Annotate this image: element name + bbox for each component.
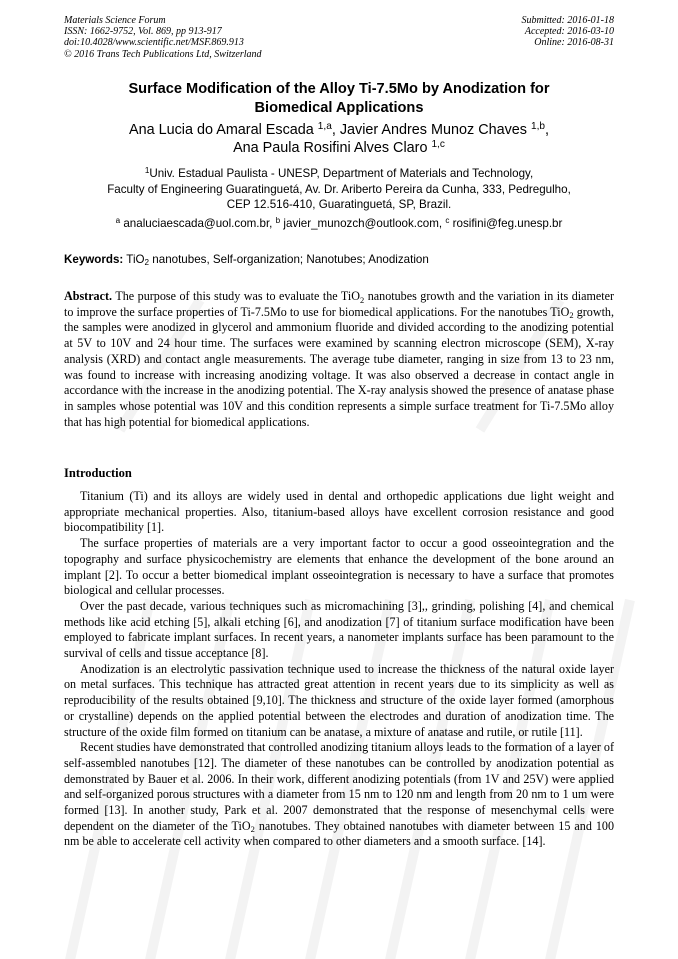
email-address: analuciaescada@uol.com.br, — [123, 217, 273, 230]
copyright-line: © 2016 Trans Tech Publications Ltd, Switzerland — [64, 48, 262, 60]
paragraph-text: nanotubes. They obtained nanotubes with diameter between 15 and 100 nm be able to accelerate cell activity when compared to other diameters and a smooth surface. [14]. — [64, 818, 615, 849]
author-name: Ana Paula Rosifini Alves Claro — [233, 140, 428, 156]
email-mark: a — [115, 216, 121, 226]
author-separator: , — [545, 122, 549, 138]
subscript: 2 — [569, 310, 574, 321]
paragraph: Over the past decade, various techniques such as micromachining [3],, grinding, polishing [4], and chemical methods like acid etching [5], alkali etching [6], and anodization [7] of titanium surface modification have been employed to fabricate implant surfaces. In recent years, a nanometer implants surface has been paramount to the survival of cells and tissue acceptance [8]. — [64, 598, 614, 661]
email-address: javier_munozch@outlook.com, — [283, 217, 443, 230]
submitted-date: Submitted: 2016-01-18 — [521, 15, 614, 26]
paragraph-text: Recent studies have demonstrated that controlled anodizing titanium alloys leads to the formation of a layer of self-assembled nanotubes [12]. The diameter of these nanotubes can be controlled by anodization potential as demonstrated by Bauer et al. 2006. In their work, different anodizing potentials (from 1V and 25V) were applied and self-organized porous structures with a diameter from 15 nm to 120 nm and length from 20 nm to 1 um were formed [13]. In another study, Park et al. 2007 demonstrated that the response of mesenchymal cells were dependent on the diameter of the TiO — [64, 740, 614, 833]
journal-info — [64, 15, 262, 60]
subscript: 2 — [144, 258, 150, 268]
abstract — [64, 289, 614, 430]
keywords-label: Keywords: — [64, 253, 124, 266]
email-mark: c — [445, 216, 450, 226]
paragraph: Anodization is an electrolytic passivation technique used to increase the thickness of the natural oxide layer on metal surfaces. This technique has attracted great attention in recent years due to its simplicity as well as reproducibility of the results obtained [9,10]. The thickness and structure of the oxide layer formed (amorphous or crystalline) depends on the applied potential between the electrodes and duration of anodization time. The structure of the oxide film formed on titanium can be anatase, a mixture of anatase and rutile, or rutile [11]. — [64, 661, 614, 739]
author-affil-mark: 1,b — [530, 121, 545, 133]
author-affil-mark: 1,c — [431, 139, 445, 151]
issn-line: ISSN: 1662-9752, Vol. 869, pp 913-917 — [64, 26, 222, 38]
accepted-date: Accepted: 2016-03-10 — [524, 26, 614, 38]
author-affil-mark: 1,a — [317, 121, 332, 133]
keyword-tio2: TiO — [126, 253, 145, 266]
author-separator: , — [331, 122, 340, 138]
affil-line-2: Faculty of Engineering Guaratinguetá, Av. Dr. Ariberto Pereira da Cunha, 333, Pedregulho, — [107, 182, 571, 196]
introduction-section — [64, 489, 614, 850]
paper-title — [64, 80, 614, 117]
section-heading: Introduction — [64, 466, 132, 480]
online-date: Online: 2016-08-31 — [534, 37, 614, 49]
affil-line-3: CEP 12.516-410, Guaratinguetá, SP, Brazil. — [226, 198, 452, 211]
email-mark: b — [275, 216, 281, 226]
abstract-label: Abstract. — [64, 289, 113, 303]
subscript: 2 — [250, 824, 255, 835]
keywords-list: nanotubes, Self-organization; Nanotubes; Anodization — [152, 253, 429, 266]
affiliation — [64, 166, 614, 213]
affil-mark: 1 — [144, 166, 150, 176]
abstract-text: nanotubes growth and the variation in its diameter to improve the surface properties of Ti-7.5Mo to use for biomedical applications. For the nanotubes TiO — [64, 289, 615, 319]
abstract-text: The purpose of this study was to evaluate the TiO — [115, 289, 360, 303]
paragraph — [64, 740, 614, 850]
abstract-text: growth, the samples were anodized in glycerol and ammonium fluoride and divided according to the anodizing potential at 5V to 10V and 24 hour time. The surfaces were examined by scanning electron microscope (SEM), X-ray analysis (XRD) and contact angle measurements. The average tube diameter, ranging in size from 13 to 23 nm, was found to increase with increasing anodizing voltage. It was also observed a decrease in contact angle in accordance with the increase in the anodizing potential. The X-ray analysis showed the presence of anatase phase in samples whose potential was 10V and this condition represents a simple surface treatment for Ti-7.5Mo alloy that has high potential for biomedical applications. — [64, 304, 615, 429]
doi-line: doi:10.4028/www.scientific.net/MSF.869.913 — [64, 37, 244, 49]
paragraph: Titanium (Ti) and its alloys are widely used in dental and orthopedic applications due light weight and appropriate mechanical properties. Also, titanium-based alloys have excellent corrosion resistance and good biocompatibility [1]. — [64, 489, 614, 535]
author-list — [64, 121, 614, 157]
subscript: 2 — [359, 294, 365, 305]
email-address: rosifini@feg.unesp.br — [452, 217, 563, 230]
paragraph: The surface properties of materials are a very important factor to occur a good osseointegration and the topography and surface physicochemistry are elements that enhance the development of the bone around an implant [2]. To occur a better biomedical implant osseointegration is necessary to have a surface that promotes biological and cellular processes. — [64, 536, 614, 598]
publication-dates — [522, 15, 615, 49]
journal-name: Materials Science Forum — [64, 15, 166, 26]
title-line-1: Surface Modification of the Alloy Ti-7.5Mo by Anodization for — [128, 81, 550, 97]
author-name: Ana Lucia do Amaral Escada — [129, 122, 314, 138]
title-line-2: Biomedical Applications — [254, 99, 424, 116]
author-emails — [64, 217, 614, 231]
keywords — [64, 253, 614, 267]
author-name: Javier Andres Munoz Chaves — [339, 122, 527, 138]
affil-line-1: Univ. Estadual Paulista - UNESP, Department of Materials and Technology, — [149, 167, 534, 180]
